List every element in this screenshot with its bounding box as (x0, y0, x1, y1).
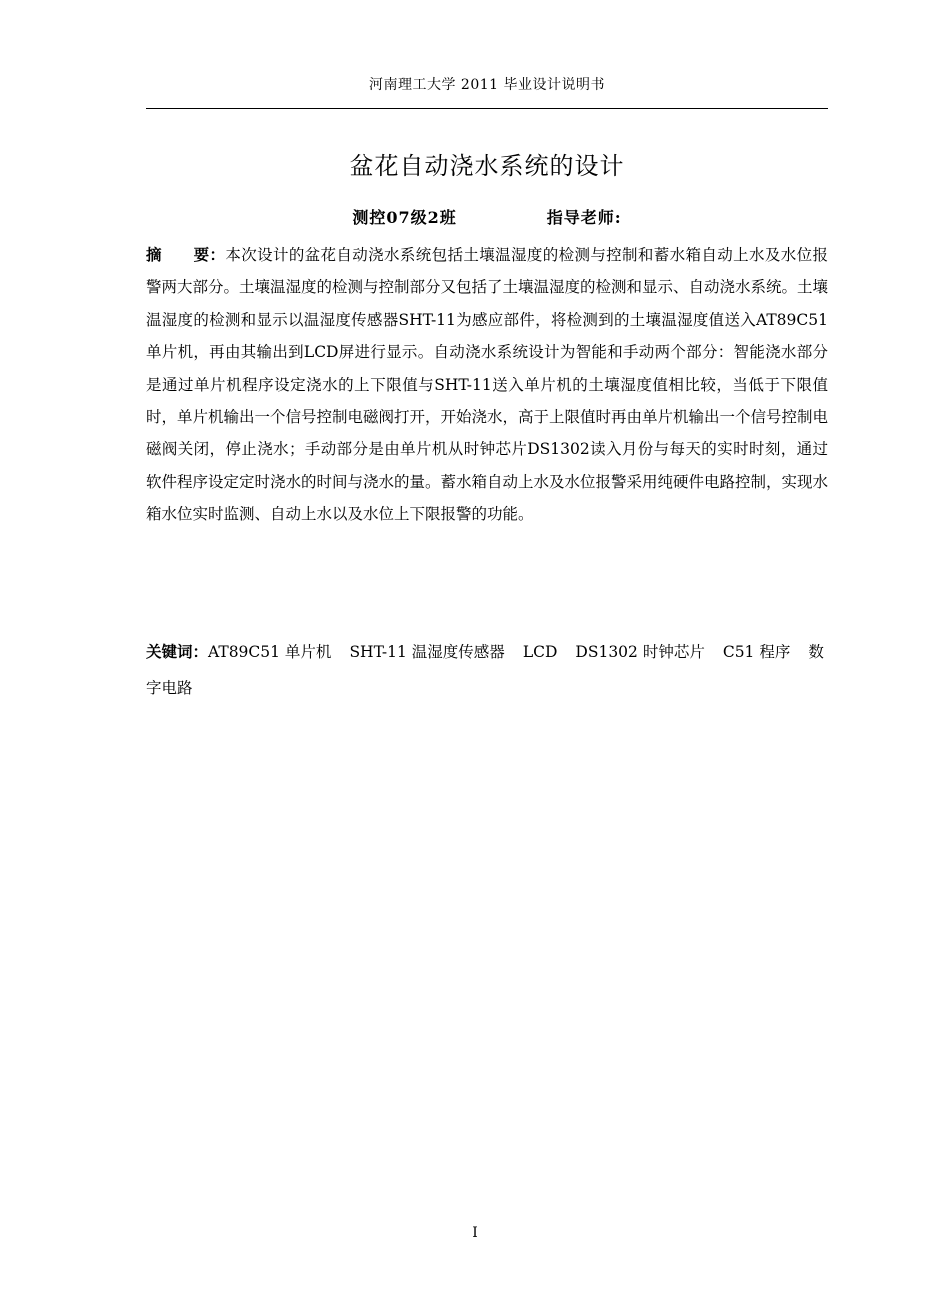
keywords (146, 634, 828, 706)
keywords-label: 关键词： (146, 642, 209, 661)
abstract-body: 本次设计的盆花自动浇水系统包括土壤温湿度的检测与控制和蓄水箱自动上水及水位报警两大部分。土壤温湿度的检测与控制部分又包括了土壤温湿度的检测和显示、自动浇水系统。土壤温湿度的检测和显示以温湿度传感器SHT-11为感应部件，将检测到的土壤温湿度值送入AT89C51单片机，再由其输出到LCD屏进行显示。自动浇水系统设计为智能和手动两个部分：智能浇水部分是通过单片机程序设定浇水的上下限值与SHT-11送入单片机的土壤湿度值相比较，当低于下限值时，单片机输出一个信号控制电磁阀打开，开始浇水，高于上限值时再由单片机输出一个信号控制电磁阀关闭，停止浇水；手动部分是由单片机从时钟芯片DS1302读入月份与每天的实时时刻，通过软件程序设定定时浇水的时间与浇水的量。蓄水箱自动上水及水位报警采用纯硬件电路控制，实现水箱水位实时监测、自动上水以及水位上下限报警的功能。 (146, 246, 829, 524)
class-info: 测控07级2班 (352, 208, 457, 227)
keyword: SHT-11 温湿度传感器 (349, 643, 505, 661)
keyword: 数字电路 (146, 643, 824, 697)
header-rule (146, 108, 828, 109)
byline (146, 205, 828, 228)
abstract (146, 239, 828, 531)
keyword: C51 程序 (722, 643, 791, 661)
keyword: DS1302 时钟芯片 (575, 643, 705, 661)
document-title: 盆花自动浇水系统的设计 (349, 152, 625, 180)
abstract-label: 摘 要： (146, 245, 226, 264)
page-number: I (472, 1225, 478, 1241)
running-header: 河南理工大学 2011 毕业设计说明书 (368, 77, 606, 93)
keyword: LCD (522, 643, 558, 661)
keyword: AT89C51 单片机 (208, 643, 332, 661)
advisor-label: 指导老师: (546, 208, 622, 227)
